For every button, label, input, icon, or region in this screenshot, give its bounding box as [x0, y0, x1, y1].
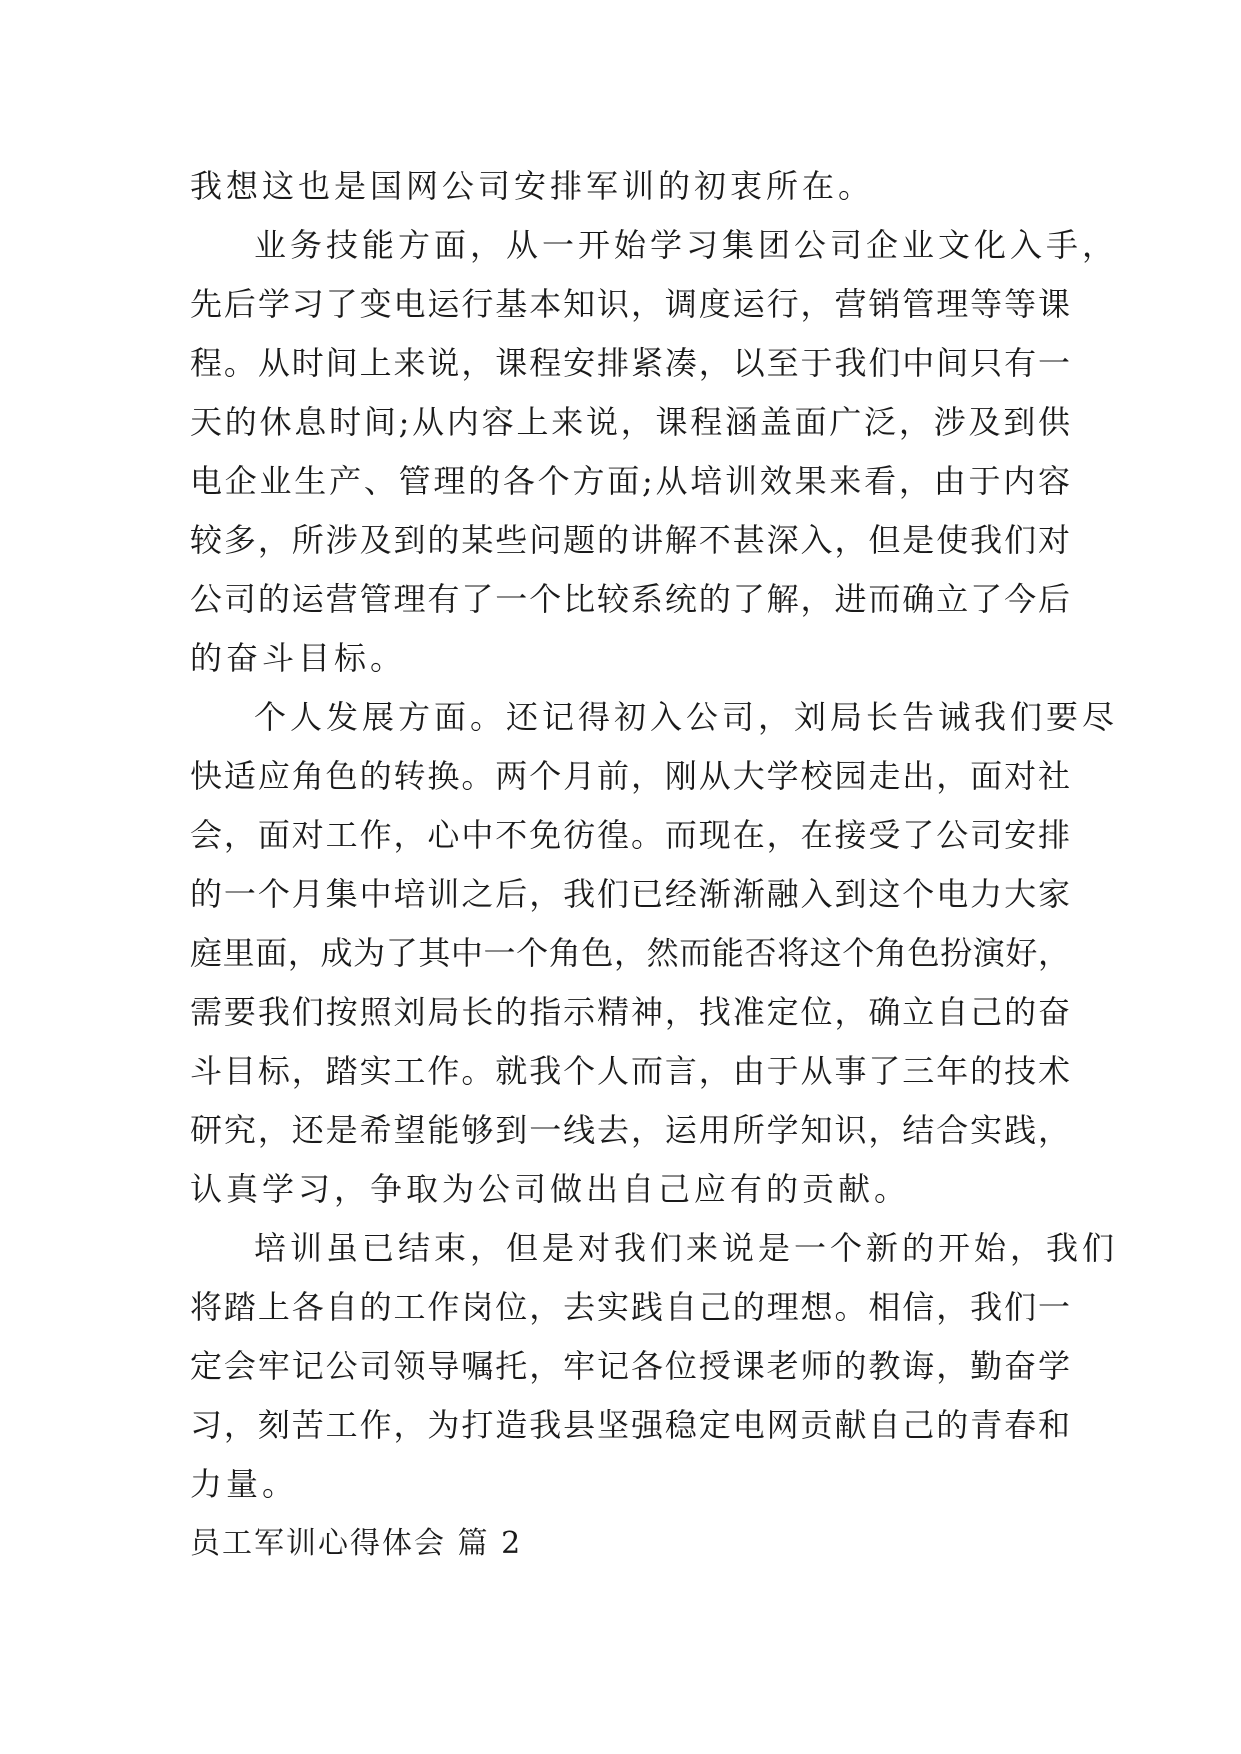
- paragraph-line: 斗目标，踏实工作。就我个人而言，由于从事了三年的技术: [190, 1052, 1070, 1090]
- paragraph-line: 将踏上各自的工作岗位，去实践自己的理想。相信，我们一: [190, 1288, 1070, 1326]
- paragraph-line: 个人发展方面。还记得初入公司，刘局长告诫我们要尽: [254, 698, 1119, 736]
- section-heading: 员工军训心得体会 篇 2: [190, 1526, 523, 1561]
- paragraph-line: 先后学习了变电运行基本知识，调度运行，营销管理等等课: [190, 285, 1070, 323]
- paragraph-line: 业务技能方面，从一开始学习集团公司企业文化入手，: [254, 226, 1119, 264]
- paragraph-line: 力量。: [190, 1465, 299, 1503]
- paragraph-line: 认真学习，争取为公司做出自己应有的贡献。: [190, 1170, 911, 1208]
- paragraph-line: 定会牢记公司领导嘱托，牢记各位授课老师的教诲，勤奋学: [190, 1347, 1070, 1385]
- paragraph-line: 电企业生产、管理的各个方面;从培训效果来看，由于内容: [190, 462, 1070, 500]
- document-body: [190, 157, 1119, 1573]
- paragraph-line: 快适应角色的转换。两个月前，刚从大学校园走出，面对社: [190, 757, 1070, 795]
- paragraph-line: 需要我们按照刘局长的指示精神，找准定位，确立自己的奋: [190, 993, 1070, 1031]
- paragraph-line: 习，刻苦工作，为打造我县坚强稳定电网贡献自己的青春和: [190, 1406, 1070, 1444]
- paragraph-line: 的奋斗目标。: [190, 639, 407, 677]
- paragraph-line: 研究，还是希望能够到一线去，运用所学知识，结合实践，: [190, 1111, 1070, 1149]
- paragraph-line: 的一个月集中培训之后，我们已经渐渐融入到这个电力大家: [190, 875, 1070, 913]
- paragraph-line: 天的休息时间;从内容上来说，课程涵盖面广泛，涉及到供: [190, 403, 1070, 441]
- paragraph-line: 程。从时间上来说，课程安排紧凑，以至于我们中间只有一: [190, 344, 1070, 382]
- paragraph-line: 我想这也是国网公司安排军训的初衷所在。: [190, 167, 875, 205]
- paragraph-line: 庭里面，成为了其中一个角色，然而能否将这个角色扮演好，: [190, 934, 1070, 972]
- paragraph-line: 培训虽已结束，但是对我们来说是一个新的开始，我们: [254, 1229, 1119, 1267]
- paragraph-line: 会，面对工作，心中不免彷徨。而现在，在接受了公司安排: [190, 816, 1070, 854]
- paragraph-line: 较多，所涉及到的某些问题的讲解不甚深入，但是使我们对: [190, 521, 1070, 559]
- paragraph-line: 公司的运营管理有了一个比较系统的了解，进而确立了今后: [190, 580, 1070, 618]
